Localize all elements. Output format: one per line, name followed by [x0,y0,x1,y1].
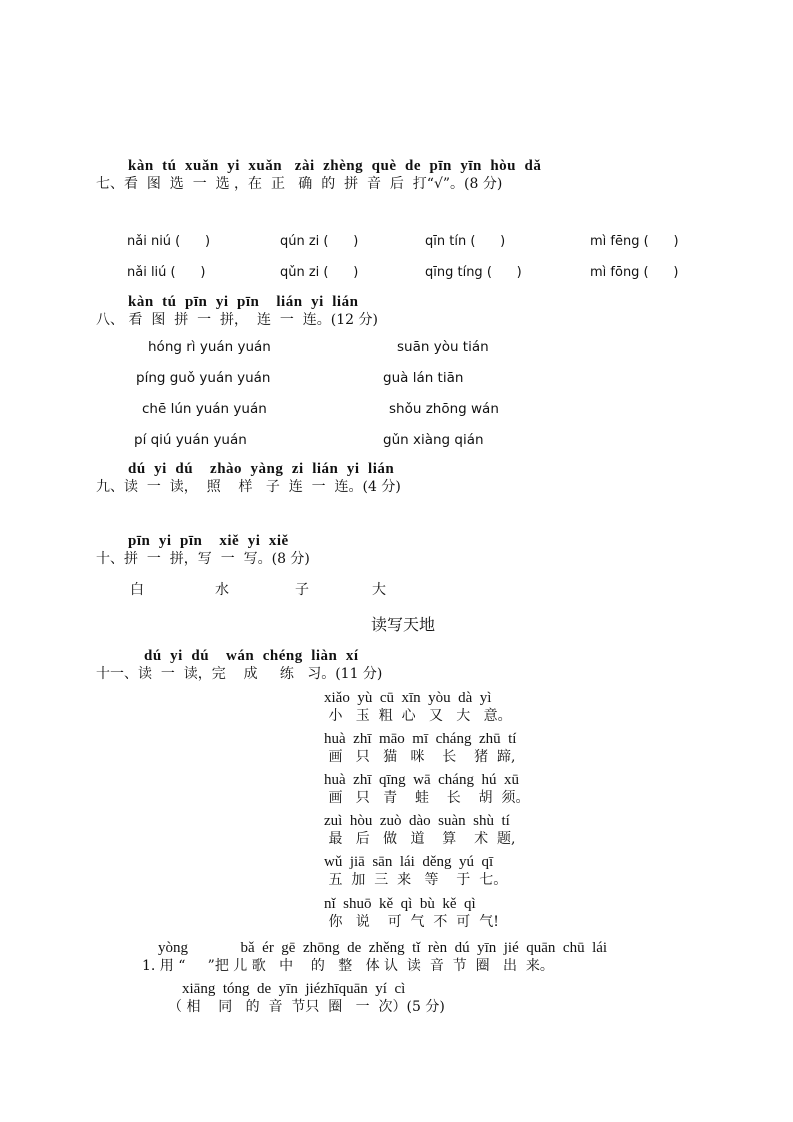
q10-char: 大 [372,582,386,598]
q7-pinyin: kàn tú xuǎn yi xuǎn zài zhèng què de pīn yīn hòu dǎ [128,158,542,174]
q11-pinyin: dú yi dú wán chéng liàn xí [144,648,359,664]
poem-line: 五 加 三 来 等 于 七。 [324,872,508,888]
q8-right-item: suān yòu tián [397,339,489,355]
q10-pinyin: pīn yi pīn xiě yi xiě [128,533,289,549]
task1-question: 1. 用 “ ”把 儿 歌 中 的 整 体 认 读 音 节 圈 出 来。 [142,958,554,974]
q7-option: qún zi ( ) [280,234,359,249]
q8-pinyin: kàn tú pīn yi pīn lián yi lián [128,294,359,310]
q10-question: 十、拼 一 拼，写 一 写。(8 分) [96,551,310,567]
q7-option: nǎi niú ( ) [127,234,211,249]
poem-line: 你 说 可 气 不 可 气! [324,914,499,930]
q9-question: 九、读 一 读， 照 样 子 连 一 连。(4 分) [96,479,401,495]
poem-pinyin: zuì hòu zuò dào suàn shù tí [324,813,510,829]
q8-question: 八、 看 图 拼 一 拼， 连 一 连。(12 分) [96,312,378,328]
task1-pinyin-2: xiāng tóng de yīn jiézhīquān yí cì [182,981,406,997]
q9-pinyin: dú yi dú zhào yàng zi lián yi lián [128,461,395,477]
q10-char: 水 [215,582,229,598]
q7-option: mì fōng ( ) [590,265,679,280]
poem-pinyin: xiǎo yù cū xīn yòu dà yì [324,690,492,706]
q11-question: 十一、读 一 读，完 成 练 习。(11 分) [96,666,383,682]
q7-option: nǎi liú ( ) [127,265,206,280]
poem-line: 画 只 猫 咪 长 猪 蹄, [324,749,516,765]
q7-question: 七、看 图 选 一 选 ，在 正 确 的 拼 音 后 打“√”。(8 分) [96,176,503,192]
poem-line: 画 只 青 蛙 长 胡 须。 [324,790,530,806]
q7-option: qīng tíng ( ) [425,265,522,280]
task1-pinyin: yòng bǎ ér gē zhōng de zhěng tǐ rèn dú yīn jié quān chū lái [158,940,608,956]
poem-line: 最 后 做 道 算 术 题, [324,831,516,847]
q8-left-item: pí qiú yuán yuán [134,432,247,448]
q10-char: 白 [130,582,144,598]
task1-note: （ 相 同 的 音 节只 圈 一 次）(5 分) [168,999,445,1015]
q8-left-item: chē lún yuán yuán [142,401,267,417]
q8-right-item: shǒu zhōng wán [389,401,499,417]
q8-right-item: gǔn xiàng qián [383,432,484,448]
section-title: 读写天地 [371,615,436,634]
poem-pinyin: huà zhī qīng wā cháng hú xū [324,772,519,788]
poem-pinyin: wǔ jiā sān lái děng yú qī [324,854,494,870]
q7-option: qǔn zi ( ) [280,265,359,280]
poem-pinyin: huà zhī māo mī cháng zhū tí [324,731,517,747]
poem-pinyin: nǐ shuō kě qì bù kě qì [324,896,476,912]
q7-option: mì fēng ( ) [590,234,679,249]
q8-right-item: guà lán tiān [383,370,464,386]
q10-char: 子 [295,582,309,598]
poem-line: 小 玉 粗 心 又 大 意。 [324,708,512,724]
q8-left-item: píng guǒ yuán yuán [136,370,271,386]
q7-option: qīn tín ( ) [425,234,506,249]
q8-left-item: hóng rì yuán yuán [148,339,271,355]
